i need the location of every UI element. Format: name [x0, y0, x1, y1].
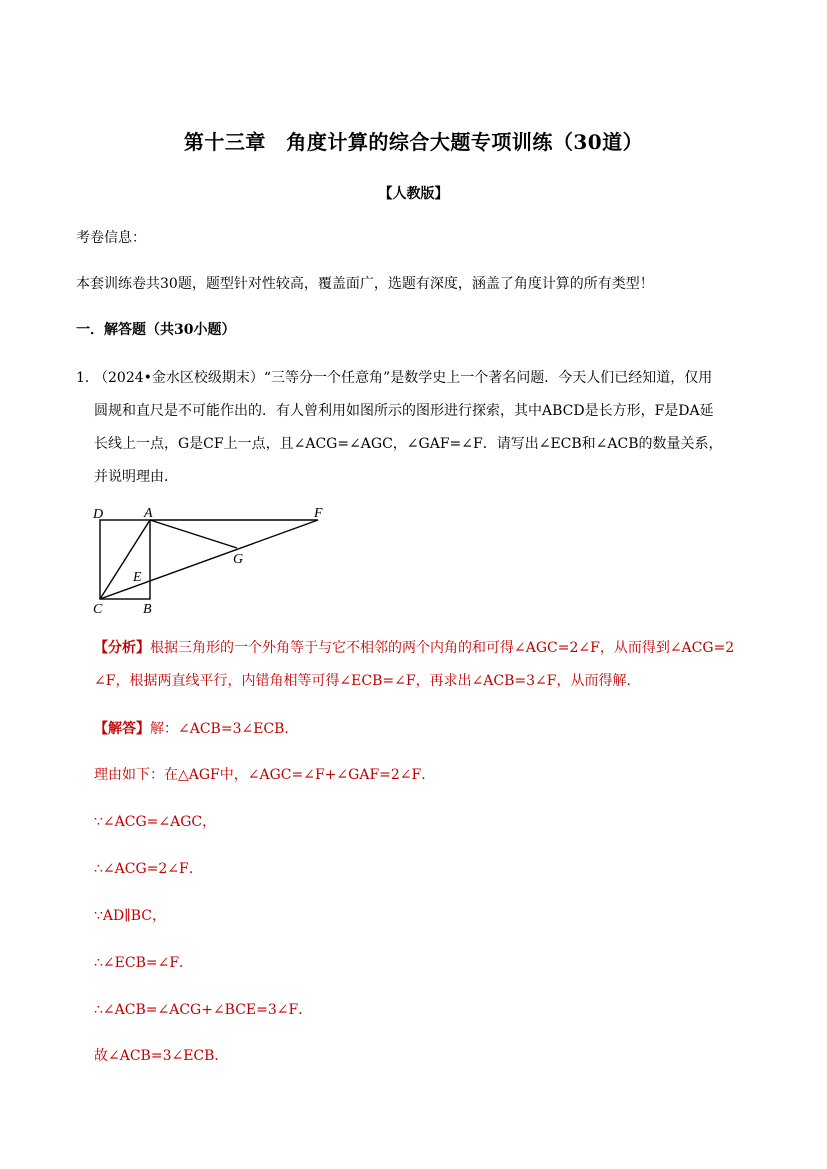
edition-label: 【人教版】 — [378, 186, 449, 202]
label-a: A — [144, 506, 153, 521]
answer-step-5: ∴∠ECB=∠F． — [94, 955, 194, 971]
label-b: B — [143, 602, 152, 617]
answer-step-4: ∵AD∥BC， — [94, 908, 166, 924]
line-cf — [100, 520, 318, 599]
analysis-text-1: 根据三角形的一个外角等于与它不相邻的两个内角的和可得∠AGC=2∠F，从而得到∠ACG=2 — [150, 640, 735, 656]
answer-step-2: ∵∠ACG=∠AGC， — [94, 814, 217, 830]
line-ag — [150, 520, 237, 548]
analysis-line-1 — [94, 637, 734, 657]
answer-step-3: ∴∠ACG=2∠F． — [94, 861, 203, 877]
answer-step-6: ∴∠ACB=∠ACG+∠BCE=3∠F． — [94, 1002, 313, 1018]
exam-description: 本套训练卷共30题，题型针对性较高，覆盖面广，选题有深度，涵盖了角度计算的所有类型！ — [76, 276, 654, 292]
analysis-line-2: ∠F，根据两直线平行，内错角相等可得∠ECB=∠F，再求出∠ACB=3∠F，从而得解． — [94, 673, 641, 689]
question-line-1: （2024•金水区校级期末）“三等分一个任意角”是数学史上一个著名问题．今天人们已经知道，仅用 — [94, 370, 713, 386]
section-heading: 一．解答题（共30小题） — [76, 322, 236, 338]
answer-label: 【解答】 — [94, 721, 150, 737]
label-c: C — [93, 602, 103, 617]
question-line-3: 长线上一点，G是CF上一点，且∠ACG=∠AGC，∠GAF=∠F．请写出∠ECB和∠ACB的数量关系， — [94, 436, 723, 452]
answer-step-7: 故∠ACB=3∠ECB． — [94, 1048, 229, 1064]
question-line-2: 圆规和直尺是不可能作出的．有人曾利用如图所示的图形进行探索，其中ABCD是长方形，F是DA延 — [94, 403, 714, 419]
answer-text: 解：∠ACB=3∠ECB． — [150, 721, 299, 737]
label-d: D — [93, 507, 104, 522]
geometry-figure — [88, 500, 338, 620]
label-g: G — [233, 552, 244, 567]
answer-step-1: 理由如下：在△AGF中，∠AGC=∠F+∠GAF=2∠F． — [94, 767, 436, 783]
answer-line — [94, 718, 298, 738]
analysis-label: 【分析】 — [94, 640, 150, 656]
question-number: 1． — [76, 370, 99, 386]
exam-info-label: 考卷信息： — [76, 230, 146, 246]
page-title: 第十三章 角度计算的综合大题专项训练（30道） — [183, 130, 644, 154]
question-line-4: 并说明理由． — [94, 469, 178, 485]
label-f: F — [314, 506, 323, 521]
label-e: E — [133, 570, 142, 585]
line-ac — [100, 520, 150, 599]
